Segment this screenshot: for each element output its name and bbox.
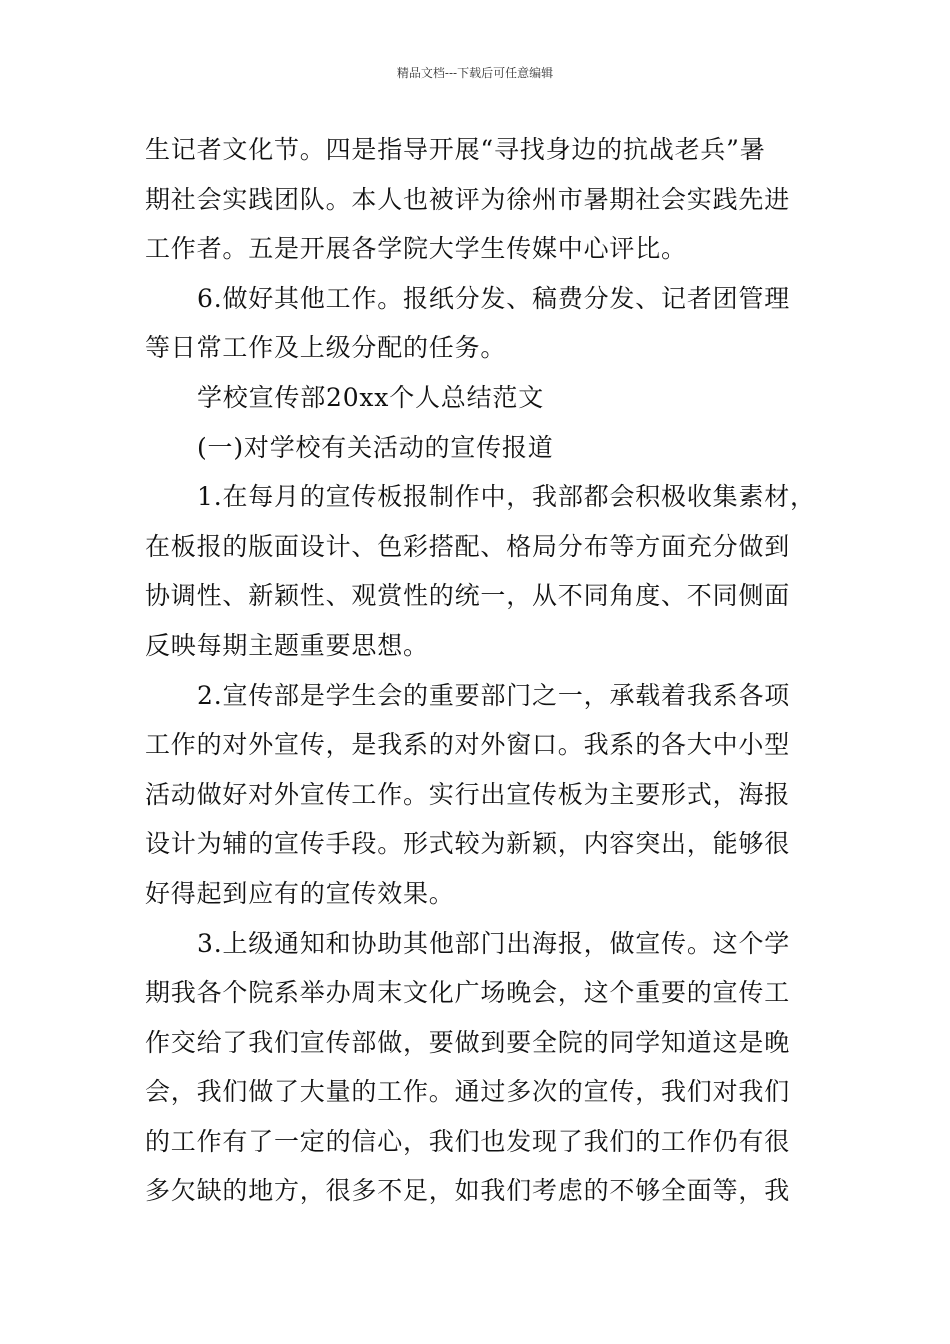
section-title: 学校宣传部20xx个人总结范文 bbox=[197, 382, 545, 412]
body-line: 多欠缺的地方，很多不足，如我们考虑的不够全面等，我 bbox=[145, 1176, 791, 1206]
body-line: 作交给了我们宣传部做，要做到要全院的同学知道这是晚 bbox=[145, 1027, 791, 1057]
page-header: 精品文档---下载后可任意编辑 bbox=[396, 66, 554, 80]
paragraph-start: 6.做好其他工作。报纸分发、稿费分发、记者团管理 bbox=[197, 283, 791, 313]
body-line: 生记者文化节。四是指导开展“寻找身边的抗战老兵”暑 bbox=[145, 135, 766, 164]
paragraph-start: 2.宣传部是学生会的重要部门之一，承载着我系各项 bbox=[197, 680, 791, 710]
body-line: 期社会实践团队。本人也被评为徐州市暑期社会实践先进 bbox=[145, 184, 791, 214]
body-line: 期我各个院系举办周末文化广场晚会，这个重要的宣传工 bbox=[145, 978, 791, 1008]
body-line: 会，我们做了大量的工作。通过多次的宣传，我们对我们 bbox=[145, 1077, 791, 1107]
body-line: 反映每期主题重要思想。 bbox=[145, 630, 429, 660]
document-body bbox=[145, 125, 815, 1216]
body-line: 协调性、新颖性、观赏性的统一，从不同角度、不同侧面 bbox=[145, 581, 791, 611]
paragraph-start: 3.上级通知和协助其他部门出海报，做宣传。这个学 bbox=[197, 928, 791, 958]
body-line: 设计为辅的宣传手段。形式较为新颖，内容突出，能够很 bbox=[145, 829, 791, 859]
section-subtitle: (一)对学校有关活动的宣传报道 bbox=[197, 432, 554, 462]
paragraph-start: 1.在每月的宣传板报制作中，我部都会积极收集素材， bbox=[197, 482, 816, 512]
body-line: 等日常工作及上级分配的任务。 bbox=[145, 333, 507, 363]
body-line: 活动做好对外宣传工作。实行出宣传板为主要形式，海报 bbox=[145, 779, 791, 809]
body-line: 工作者。五是开展各学院大学生传媒中心评比。 bbox=[145, 234, 687, 264]
body-line: 的工作有了一定的信心，我们也发现了我们的工作仍有很 bbox=[145, 1126, 791, 1156]
body-line: 工作的对外宣传，是我系的对外窗口。我系的各大中小型 bbox=[145, 730, 791, 760]
body-line: 好得起到应有的宣传效果。 bbox=[145, 878, 455, 908]
body-line: 在板报的版面设计、色彩搭配、格局分布等方面充分做到 bbox=[145, 531, 791, 561]
